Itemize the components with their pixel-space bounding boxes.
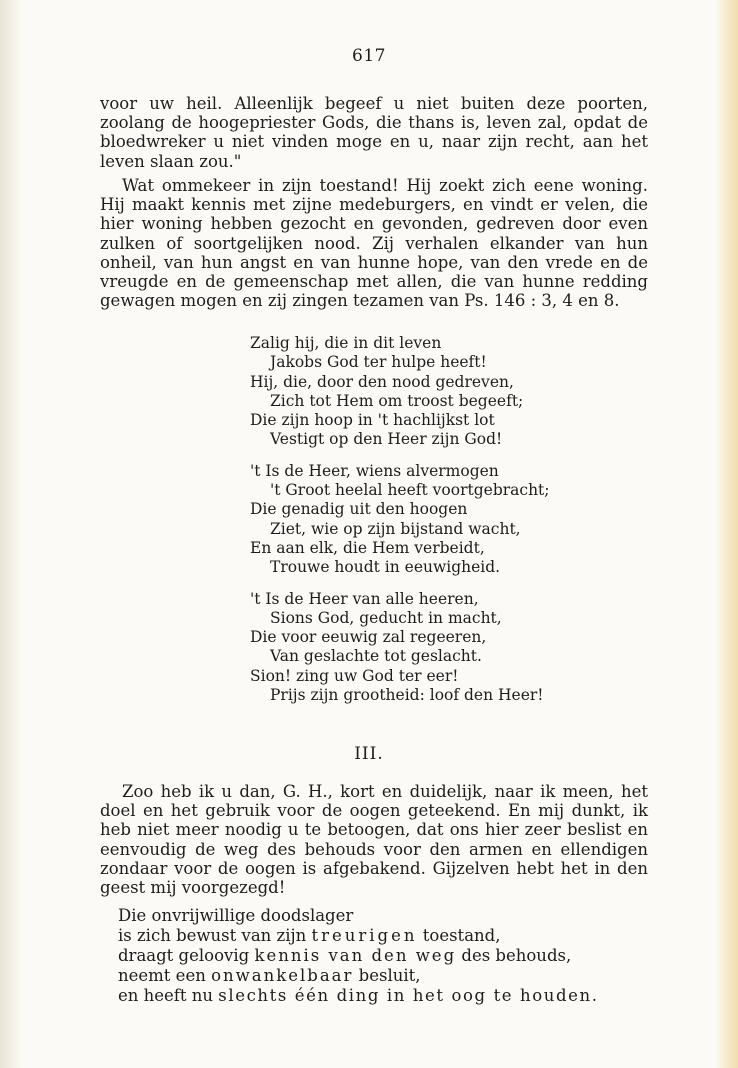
paragraph-summary xyxy=(100,782,648,897)
list-text: besluit, xyxy=(353,966,421,985)
stanza-3 xyxy=(250,590,630,706)
list-text: en heeft nu xyxy=(118,986,219,1005)
spaced-emphasis: slechts één ding in het oog te houden. xyxy=(218,986,599,1005)
verse-line: Vestigt op den Heer zijn God! xyxy=(270,430,503,449)
page-number: 617 xyxy=(352,46,386,66)
verse-line: Zich tot Hem om troost begeeft; xyxy=(270,391,524,410)
list-item xyxy=(118,966,658,986)
verse-line: En aan elk, die Hem verbeidt, xyxy=(250,538,485,557)
paragraph-text: Wat ommekeer in zijn toestand! Hij zoekt zich eene woning. Hij maakt kennis met zijne medeburgers, en vindt er velen, die hier woning hebben gezocht en gevonden, gedreven door even zulken of soortgelijken nood. Zij verhalen elkander van hun onheil, van hun angst en van hunne hope, van den vrede en de vreugde en de gemeenschap met allen, die van hunne redding gewagen mogen en zij zingen tezamen van Ps. 146 : 3, 4 en 8. xyxy=(100,176,648,311)
list-text: draagt geloovig xyxy=(118,946,255,965)
spaced-emphasis: kennis van den weg xyxy=(254,946,457,965)
verse-line: Jakobs God ter hulpe heeft! xyxy=(270,353,487,372)
verse-line: Die zijn hoop in 't hachlijkst lot xyxy=(250,411,495,430)
verse-line: Sions God, geducht in macht, xyxy=(270,608,502,627)
stanza-2 xyxy=(250,462,630,578)
spaced-emphasis: onwankelbaar xyxy=(211,966,354,985)
spaced-emphasis: treurigen xyxy=(311,926,418,945)
verse-line: Hij, die, door den nood gedreven, xyxy=(250,372,514,391)
paragraph-text: Zoo heb ik u dan, G. H., kort en duidelijk, naar ik meen, het doel en het gebruik voor de oogen geteekend. En mij dunkt, ik heb niet meer noodig u te betoogen, dat ons hier zeer beslist en eenvoudig de weg des behouds voor den armen en ellendigen zondaar voor de oogen is afgebakend. Gijzelven hebt het in den geest mij voorgezegd! xyxy=(100,782,648,898)
list-text: des behouds, xyxy=(456,946,572,965)
conclusion-list xyxy=(118,906,658,1006)
paragraph-new-dwelling xyxy=(100,176,648,310)
verse-line: 't Is de Heer, wiens alvermogen xyxy=(250,461,499,480)
verse-line: Van geslachte tot geslacht. xyxy=(270,647,482,666)
verse-line: Ziet, wie op zijn bijstand wacht, xyxy=(270,519,521,538)
verse-line: Sion! zing uw God ter eer! xyxy=(250,666,459,685)
stanza-1 xyxy=(250,334,630,450)
list-item xyxy=(118,926,658,946)
list-item xyxy=(118,946,658,966)
psalm-verse xyxy=(250,334,630,717)
paragraph-continuation xyxy=(100,94,648,171)
list-item xyxy=(118,986,658,1006)
verse-line: Zalig hij, die in dit leven xyxy=(250,334,442,352)
page-right-edge-stain xyxy=(716,0,738,1068)
verse-line: Prijs zijn grootheid: loof den Heer! xyxy=(270,686,544,705)
paragraph-text: voor uw heil. Alleenlijk begeef u niet buiten deze poorten, zoolang de hoogepriester Gods, die thans is, leven zal, opdat de bloedwreker u niet vinden moge en u, naar zijn recht, aan het leven slaan zou." xyxy=(100,94,648,171)
verse-line: Die voor eeuwig zal regeeren, xyxy=(250,628,487,647)
list-text: is zich bewust van zijn xyxy=(118,926,312,945)
verse-line: Trouwe houdt in eeuwigheid. xyxy=(270,558,501,577)
list-text: toestand, xyxy=(417,926,501,945)
list-item: Die onvrijwillige doodslager xyxy=(118,906,354,925)
page-left-edge-shadow xyxy=(0,0,22,1068)
list-text: neemt een xyxy=(118,966,212,985)
section-heading: III. xyxy=(354,744,384,764)
verse-line: 't Is de Heer van alle heeren, xyxy=(250,589,479,608)
verse-line: 't Groot heelal heeft voortgebracht; xyxy=(270,481,550,500)
verse-line: Die genadig uit den hoogen xyxy=(250,500,468,519)
